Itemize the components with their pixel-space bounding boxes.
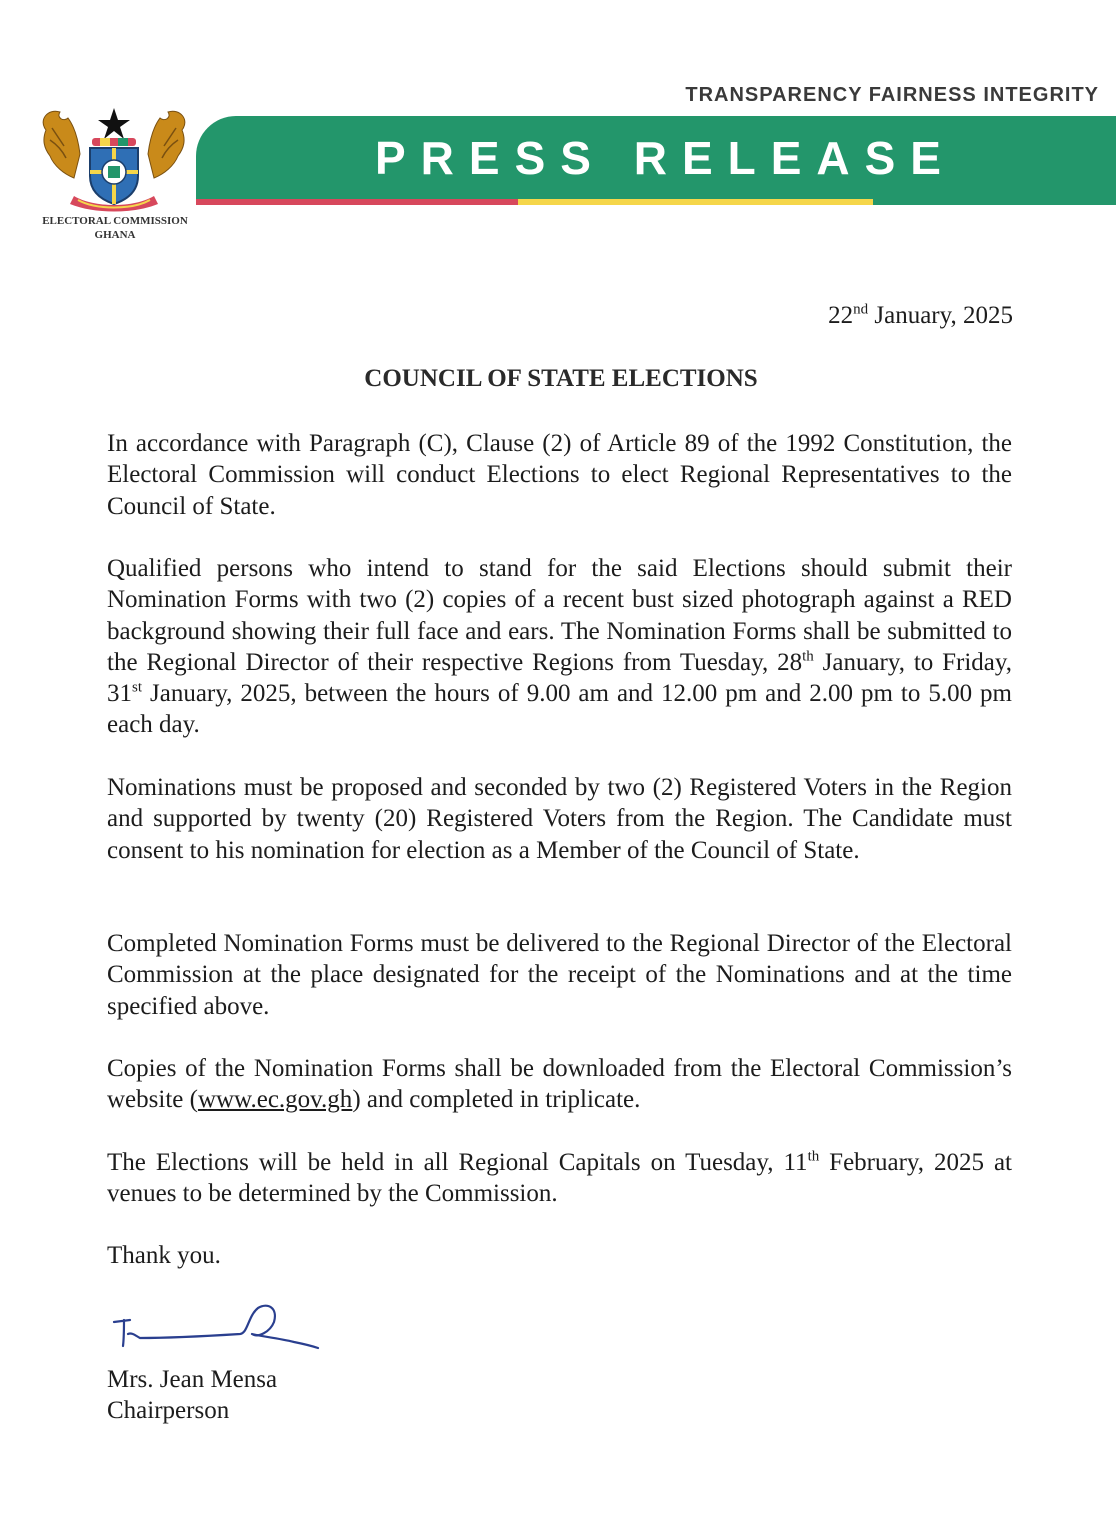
banner-title: PRESS RELEASE: [375, 132, 956, 184]
paragraph-nomination-forms: [107, 553, 1012, 741]
org-name: ELECTORAL COMMISSION: [42, 215, 188, 227]
paragraph-download: [107, 1053, 1012, 1116]
p6-part1: The Elections will be held in all Regional Capitals on Tuesday, 11: [107, 1149, 808, 1176]
green-stripe: [873, 199, 1116, 205]
red-stripe: [196, 199, 518, 205]
website-link[interactable]: www.ec.gov.gh: [197, 1086, 353, 1114]
paragraph-constitution: In accordance with Paragraph (C), Clause (2) of Article 89 of the 1992 Constitution, the Electoral Commission will conduct Elections to elect Regional Representatives to the Council of State.: [107, 430, 1012, 520]
paragraph-proposers: Nominations must be proposed and seconded by two (2) Registered Voters in the Region and supported by twenty (20) Registered Voters from the Region. The Candidate must consent to his nomination for election as a Member of the Council of State.: [107, 774, 1012, 864]
p2-sup1: th: [802, 648, 814, 665]
p5-part1: Copies of the Nomination Forms shall be downloaded from the Electoral Commission’s website (: [107, 1055, 1012, 1114]
p2-sup2: st: [132, 679, 143, 696]
paragraph-election-date: [107, 1147, 1012, 1210]
date-rest: January, 2025: [868, 302, 1013, 329]
signer-title: Chairperson: [107, 1397, 230, 1424]
coat-of-arms-logo: [34, 100, 194, 212]
closing-text: Thank you.: [107, 1242, 221, 1269]
p6-part2: February, 2025 at venues to be determined by the Commission.: [107, 1149, 1012, 1208]
tagline: TRANSPARENCY FAIRNESS INTEGRITY: [685, 84, 1099, 106]
p6-sup: th: [807, 1148, 820, 1165]
document-heading: COUNCIL OF STATE ELECTIONS: [364, 365, 758, 392]
p2-part2: January, to Friday, 31: [107, 648, 1013, 708]
paragraph-delivery: Completed Nomination Forms must be delivered to the Regional Director of the Electoral Commission at the place designated for the receipt of the Nominations and at the time specified above.: [107, 930, 1012, 1020]
date-day: 22: [828, 302, 854, 329]
release-date: [828, 302, 1013, 330]
org-country: GHANA: [94, 229, 136, 241]
signature: [108, 1300, 323, 1362]
p2-part1: Qualified persons who intend to stand for the said Elections should submit their Nomination Forms with two (2) copies of a recent bust sized photograph against a RED background showing their full face and ears. The Nomination Forms shall be submitted to the Regional Director of their respective Regions from Tuesday, 28: [107, 555, 1012, 676]
p2-part3: January, 2025, between the hours of 9.00 am and 12.00 pm and 2.00 pm to 5.00 pm each day.: [107, 680, 1012, 739]
gold-stripe: [518, 199, 873, 205]
signer-name: Mrs. Jean Mensa: [107, 1366, 278, 1393]
p5-part2: ) and completed in triplicate.: [352, 1086, 641, 1114]
date-suffix: nd: [853, 301, 869, 318]
